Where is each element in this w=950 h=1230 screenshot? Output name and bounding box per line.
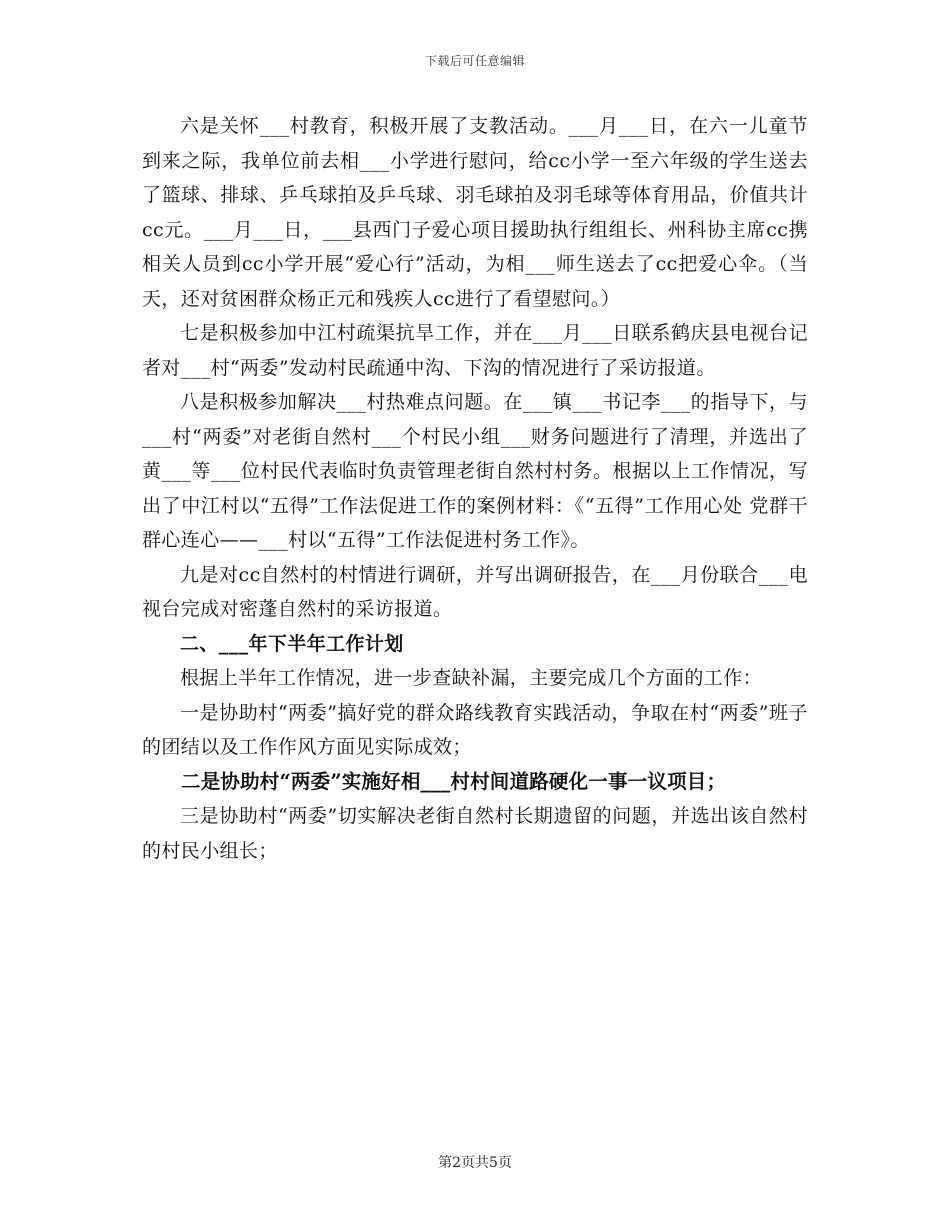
section-heading: 二、___年下半年工作计划: [180, 632, 404, 655]
document-body: [142, 109, 808, 868]
plan-item-1: 一是协助村“两委”搞好党的群众路线教育实践活动，争取在村“两委”班子的团结以及工作作风方面见实际成效；: [142, 701, 808, 758]
page-footer: 第2页共5页: [438, 1155, 512, 1171]
paragraph-item-8: 八是积极参加解决___村热难点问题。在___镇___书记李___的指导下，与___村“两委”对老街自然村___个村民小组___财务问题进行了清理，并选出了黄___等___位村民代表临时负责管理老街自然村村务。根据以上工作情况，写出了中江村以“五得”工作法促进工作的案例材料：《“五得”工作用心处 党群干群心连心——___村以“五得”工作法促进村务工作》。: [142, 391, 808, 551]
plan-intro-paragraph: 根据上半年工作情况，进一步查缺补漏，主要完成几个方面的工作：: [180, 667, 763, 689]
page-header: 下载后可任意编辑: [424, 54, 525, 68]
paragraph-item-7: 七是积极参加中江村疏渠抗旱工作，并在___月___日联系鹤庆县电视台记者对___村“两委”发动村民疏通中沟、下沟的情况进行了采访报道。: [142, 322, 808, 379]
plan-item-3: 三是协助村“两委”切实解决老街自然村长期遗留的问题，并选出该自然村的村民小组长；: [142, 805, 808, 862]
paragraph-item-9: 九是对cc自然村的村情进行调研，并写出调研报告，在___月份联合___电视台完成对密蓬自然村的采访报道。: [142, 563, 808, 620]
paragraph-item-6: 六是关怀___村教育，积极开展了支教活动。___月___日，在六一儿童节到来之际，我单位前去相___小学进行慰问，给cc小学一至六年级的学生送去了篮球、排球、乒乓球拍及乒乓球、羽毛球拍及羽毛球等体育用品，价值共计cc元。___月___日，___县西门子爱心项目援助执行组组长、州科协主席cc携相关人员到cc小学开展“爱心行”活动，为相___师生送去了cc把爱心伞。（当天，还对贫困群众杨正元和残疾人cc进行了看望慰问。）: [142, 115, 808, 310]
plan-item-2: 二是协助村“两委”实施好相___村村间道路硬化一事一议项目；: [181, 769, 727, 793]
